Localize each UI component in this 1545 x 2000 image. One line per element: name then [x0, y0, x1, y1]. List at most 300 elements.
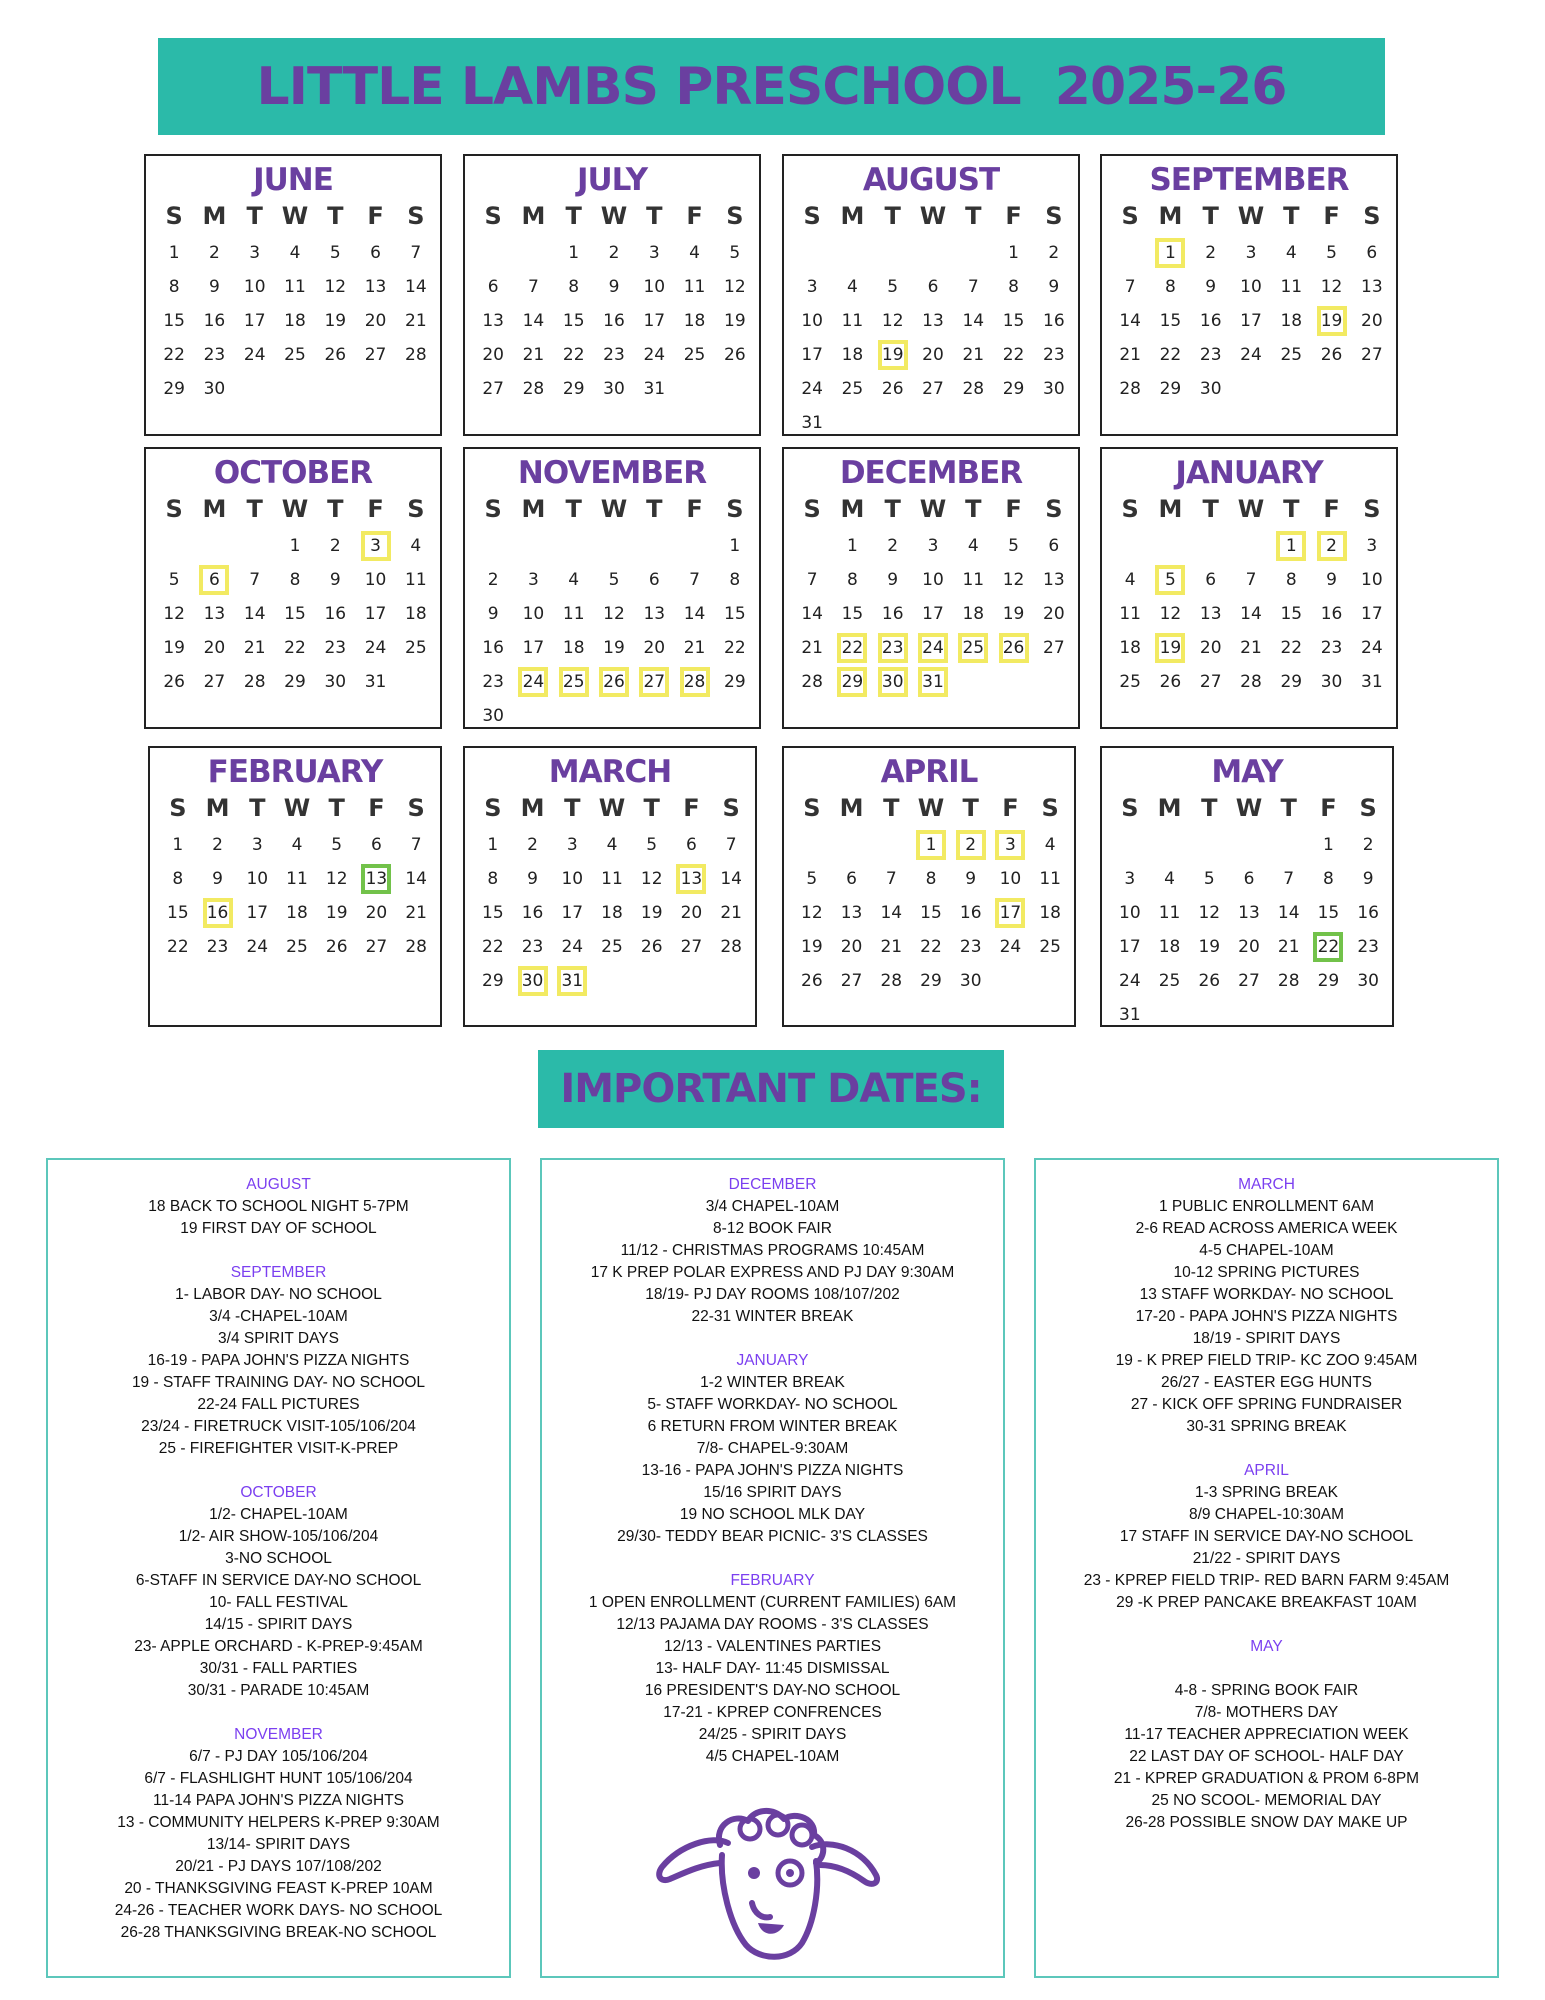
title-banner — [158, 38, 1385, 135]
dates-section-august — [48, 1174, 509, 1240]
calendar-day: 21 — [683, 638, 706, 658]
calendar-day: 8 — [172, 869, 184, 889]
calendar-day: 20 — [680, 903, 703, 923]
calendar-day: 15 — [1317, 903, 1340, 923]
calendar-day-highlighted: 17 — [995, 898, 1025, 928]
calendar-day: 3 — [528, 570, 539, 590]
calendar-day: 16 — [881, 604, 904, 624]
calendar-day: 30 — [324, 672, 347, 692]
section-title: MARCH — [1238, 1176, 1295, 1193]
calendar-day: 30 — [1357, 971, 1379, 991]
calendar-day: 27 — [482, 379, 504, 399]
event-item: 18/19- PJ DAY ROOMS 108/107/202 — [645, 1286, 900, 1303]
weekday-label: S — [722, 794, 740, 822]
dates-section-february — [542, 1570, 1003, 1768]
month-name: DECEMBER — [839, 455, 1023, 491]
calendar-day: 18 — [841, 345, 864, 365]
event-item: 12/13 - VALENTINES PARTIES — [663, 1638, 882, 1655]
event-item: 17 STAFF IN SERVICE DAY-NO SCHOOL — [1119, 1528, 1414, 1545]
weekday-label: T — [565, 202, 582, 230]
event-item: 11-14 PAPA JOHN'S PIZZA NIGHTS — [152, 1792, 405, 1809]
calendar-day: 27 — [1199, 672, 1222, 692]
calendar-day: 13 — [1238, 903, 1260, 923]
section-title: DECEMBER — [728, 1176, 817, 1193]
weekday-label: T — [564, 794, 581, 822]
calendar-day: 4 — [289, 243, 301, 263]
weekday-label: T — [1280, 794, 1297, 822]
calendar-day: 10 — [246, 869, 269, 889]
calendar-day: 4 — [1044, 835, 1056, 855]
calendar-day: 9 — [329, 570, 341, 590]
event-item: 23- APPLE ORCHARD - K-PREP-9:45AM — [134, 1638, 423, 1655]
calendar-day: 28 — [243, 672, 266, 692]
calendar-day: 26 — [1159, 672, 1182, 692]
calendar-day-highlighted: 30 — [518, 966, 548, 996]
weekday-label: T — [565, 495, 582, 523]
calendar-day: 13 — [1199, 604, 1222, 624]
calendar-day: 18 — [562, 638, 585, 658]
calendar-day: 23 — [203, 345, 226, 365]
event-item: 7/8- MOTHERS DAY — [1194, 1704, 1339, 1721]
calendar-day: 15 — [562, 311, 585, 331]
event-item: 3-NO SCHOOL — [225, 1550, 332, 1567]
calendar-day: 12 — [724, 277, 746, 297]
calendar-day: 11 — [284, 277, 306, 297]
event-item: 14/15 - SPIRIT DAYS — [204, 1616, 353, 1633]
calendar-day: 28 — [405, 345, 427, 365]
month-name: NOVEMBER — [517, 455, 707, 491]
weekday-label: W — [283, 794, 311, 822]
calendar-day: 28 — [1119, 379, 1141, 399]
calendar-day: 15 — [163, 311, 185, 331]
section-title: JANUARY — [736, 1352, 809, 1369]
calendar-day: 30 — [1199, 379, 1222, 399]
calendar-day: 18 — [1158, 937, 1181, 957]
weekday-label: T — [328, 794, 345, 822]
calendar-day: 17 — [1361, 604, 1383, 624]
calendar-day: 14 — [1277, 903, 1300, 923]
calendar-day: 12 — [1198, 903, 1221, 923]
section-title: FEBRUARY — [730, 1572, 815, 1589]
event-item: 8-12 BOOK FAIR — [713, 1220, 832, 1237]
calendar-day: 29 — [1159, 379, 1182, 399]
calendar-day: 12 — [163, 604, 185, 624]
weekday-label: S — [803, 794, 821, 822]
calendar-day: 19 — [1198, 937, 1221, 957]
calendar-day-highlighted: 2 — [956, 830, 986, 860]
calendar-day: 7 — [410, 243, 422, 263]
calendar-day: 23 — [1043, 345, 1065, 365]
calendar-day: 18 — [962, 604, 985, 624]
calendar-day: 3 — [1366, 536, 1378, 556]
calendar-day: 19 — [724, 311, 746, 331]
month-september — [1100, 154, 1398, 436]
calendar-day: 22 — [482, 937, 504, 957]
weekday-label: M — [202, 495, 227, 523]
calendar-day: 29 — [1280, 672, 1303, 692]
calendar-day: 4 — [847, 277, 858, 297]
calendar-day: 8 — [1323, 869, 1334, 889]
weekday-label: W — [919, 495, 947, 523]
weekday-label: T — [962, 794, 979, 822]
calendar-day: 2 — [487, 570, 499, 590]
weekday-label: W — [600, 202, 628, 230]
calendar-day: 19 — [325, 903, 348, 923]
calendar-day: 3 — [1245, 243, 1257, 263]
calendar-day: 12 — [325, 869, 348, 889]
calendar-day: 18 — [284, 311, 306, 331]
calendar-day: 10 — [1361, 570, 1383, 590]
calendar-day: 4 — [1124, 570, 1136, 590]
calendar-day: 15 — [284, 604, 306, 624]
calendar-day: 6 — [370, 243, 381, 263]
calendar-day: 16 — [1199, 311, 1222, 331]
calendar-day: 6 — [1366, 243, 1378, 263]
weekday-label: W — [600, 495, 628, 523]
calendar-day: 12 — [1159, 604, 1182, 624]
calendar-day: 27 — [840, 971, 863, 991]
calendar-day: 7 — [885, 869, 897, 889]
calendar-day: 28 — [1277, 971, 1300, 991]
weekday-label: F — [1320, 794, 1337, 822]
calendar-day: 1 — [487, 835, 499, 855]
month-name: JANUARY — [1175, 455, 1323, 491]
weekday-label: T — [1202, 495, 1219, 523]
calendar-day-highlighted: 22 — [1313, 932, 1343, 962]
calendar-day: 10 — [1240, 277, 1262, 297]
calendar-day: 5 — [329, 243, 341, 263]
calendar-day: 8 — [1285, 570, 1297, 590]
calendar-day: 21 — [1277, 937, 1300, 957]
event-item: 11/12 - CHRISTMAS PROGRAMS 10:45AM — [620, 1242, 925, 1259]
event-item: 3/4 -CHAPEL-10AM — [209, 1308, 348, 1325]
weekday-label: S — [407, 495, 425, 523]
calendar-day: 28 — [801, 672, 823, 692]
calendar-day: 30 — [203, 379, 226, 399]
calendar-day: 11 — [1039, 869, 1061, 889]
calendar-day-highlighted: 16 — [203, 898, 233, 928]
event-item: 16 PRESIDENT'S DAY-NO SCHOOL — [644, 1682, 901, 1699]
calendar-day: 12 — [1002, 570, 1025, 590]
calendar-day: 1 — [168, 243, 180, 263]
calendar-day: 19 — [1002, 604, 1025, 624]
calendar-day: 9 — [1205, 277, 1217, 297]
calendar-day: 8 — [289, 570, 301, 590]
calendar-day: 7 — [725, 835, 737, 855]
calendar-day-highlighted: 13 — [361, 864, 391, 894]
calendar-day: 22 — [920, 937, 942, 957]
calendar-day: 29 — [724, 672, 746, 692]
event-item: 30/31 - FALL PARTIES — [199, 1660, 358, 1677]
dates-section-october — [48, 1482, 509, 1702]
calendar-day: 23 — [1199, 345, 1222, 365]
calendar-day: 25 — [601, 937, 623, 957]
calendar-day: 24 — [364, 638, 387, 658]
calendar-day: 7 — [967, 277, 979, 297]
calendar-day: 6 — [487, 277, 499, 297]
calendar-day: 5 — [1326, 243, 1337, 263]
calendar-day: 2 — [1048, 243, 1060, 263]
event-item: 17-21 - KPREP CONFRENCES — [663, 1704, 882, 1721]
section-title: AUGUST — [246, 1176, 311, 1193]
calendar-day: 28 — [405, 937, 427, 957]
calendar-day: 17 — [522, 638, 545, 658]
weekday-label: S — [1045, 495, 1063, 523]
calendar-day: 1 — [1008, 243, 1019, 263]
weekday-label: M — [521, 202, 546, 230]
weekday-label: S — [407, 794, 425, 822]
weekday-label: S — [803, 202, 821, 230]
important-dates-column-1 — [46, 1158, 511, 1978]
event-item: 26-28 POSSIBLE SNOW DAY MAKE UP — [1125, 1814, 1408, 1831]
calendar-day: 2 — [887, 536, 899, 556]
calendar-day: 8 — [925, 869, 937, 889]
calendar-day: 16 — [603, 311, 625, 331]
calendar-day: 20 — [482, 345, 504, 365]
weekday-label: F — [368, 794, 385, 822]
month-name: JUNE — [253, 162, 333, 198]
weekday-label: F — [683, 794, 700, 822]
calendar-day: 3 — [927, 536, 939, 556]
weekday-label: T — [965, 495, 982, 523]
weekday-label: T — [327, 495, 344, 523]
calendar-day: 4 — [1285, 243, 1297, 263]
event-item: 1/2- CHAPEL-10AM — [209, 1506, 348, 1523]
weekday-label: F — [1005, 495, 1022, 523]
calendar-day: 19 — [801, 937, 823, 957]
month-june — [144, 154, 442, 436]
calendar-day: 25 — [1119, 672, 1141, 692]
weekday-label: S — [1363, 495, 1381, 523]
calendar-day: 2 — [1362, 835, 1374, 855]
month-name: APRIL — [880, 754, 978, 790]
calendar-day: 5 — [729, 243, 741, 263]
calendar-day: 4 — [689, 243, 700, 263]
month-march — [463, 746, 757, 1027]
event-item: 17 K PREP POLAR EXPRESS AND PJ DAY 9:30AM — [590, 1264, 955, 1281]
weekday-label: F — [686, 495, 703, 523]
calendar-day: 24 — [1240, 345, 1262, 365]
event-item — [1036, 1658, 1497, 1680]
calendar-day: 3 — [249, 243, 261, 263]
calendar-day: 8 — [168, 277, 180, 297]
calendar-day: 25 — [683, 345, 706, 365]
calendar-day: 21 — [720, 903, 742, 923]
event-item: 6-STAFF IN SERVICE DAY-NO SCHOOL — [135, 1572, 422, 1589]
calendar-day-highlighted: 23 — [878, 633, 908, 663]
weekday-label: S — [1041, 794, 1059, 822]
calendar-day: 22 — [1280, 638, 1303, 658]
event-item: 26/27 - EASTER EGG HUNTS — [1160, 1374, 1373, 1391]
calendar-day: 17 — [246, 903, 269, 923]
calendar-day: 19 — [324, 311, 347, 331]
weekday-label: F — [1005, 202, 1022, 230]
month-august — [782, 154, 1080, 436]
event-item: 6 RETURN FROM WINTER BREAK — [647, 1418, 898, 1435]
calendar-day: 12 — [1320, 277, 1343, 297]
weekday-label: W — [1237, 202, 1265, 230]
event-item: 1-3 SPRING BREAK — [1195, 1484, 1338, 1501]
calendar-day: 14 — [801, 604, 823, 624]
calendar-day: 7 — [410, 835, 422, 855]
calendar-day: 23 — [324, 638, 347, 658]
calendar-day: 23 — [1357, 937, 1379, 957]
month-name: AUGUST — [862, 162, 1000, 198]
calendar-day: 24 — [1361, 638, 1383, 658]
dates-section-december — [542, 1174, 1003, 1328]
calendar-day: 29 — [1002, 379, 1025, 399]
calendar-day-highlighted: 3 — [361, 531, 391, 561]
month-april — [782, 746, 1076, 1027]
event-item: 23/24 - FIRETRUCK VISIT-105/106/204 — [141, 1418, 416, 1435]
event-item: 21 - KPREP GRADUATION & PROM 6-8PM — [1113, 1770, 1420, 1787]
calendar-day: 15 — [1280, 604, 1303, 624]
calendar-day: 7 — [1283, 869, 1295, 889]
calendar-day: 10 — [1119, 903, 1141, 923]
weekday-label: S — [484, 202, 502, 230]
calendar-day: 26 — [1198, 971, 1221, 991]
event-item: 18/19 - SPIRIT DAYS — [1192, 1330, 1341, 1347]
calendar-day: 27 — [364, 345, 387, 365]
calendar-day: 1 — [847, 536, 858, 556]
calendar-day: 7 — [249, 570, 261, 590]
calendar-day-highlighted: 1 — [1155, 238, 1185, 268]
calendar-day: 16 — [521, 903, 544, 923]
calendar-day: 29 — [920, 971, 942, 991]
calendar-day: 2 — [209, 243, 220, 263]
calendar-day-highlighted: 31 — [918, 667, 948, 697]
calendar-day: 11 — [286, 869, 308, 889]
calendar-day: 16 — [1320, 604, 1343, 624]
event-item: 5- STAFF WORKDAY- NO SCHOOL — [647, 1396, 898, 1413]
calendar-day-highlighted: 3 — [995, 830, 1025, 860]
calendar-day: 18 — [683, 311, 706, 331]
calendar-day: 19 — [163, 638, 185, 658]
event-item: 16-19 - PAPA JOHN'S PIZZA NIGHTS — [147, 1352, 410, 1369]
calendar-day: 9 — [527, 869, 538, 889]
calendar-day: 15 — [841, 604, 864, 624]
calendar-day: 18 — [601, 903, 623, 923]
calendar-day: 28 — [1240, 672, 1262, 692]
weekday-label: T — [1283, 495, 1300, 523]
calendar-day: 3 — [1124, 869, 1136, 889]
calendar-day: 26 — [325, 937, 348, 957]
calendar-day: 4 — [410, 536, 422, 556]
calendar-day: 25 — [1280, 345, 1303, 365]
calendar-day-highlighted: 26 — [999, 633, 1029, 663]
calendar-day: 24 — [999, 937, 1022, 957]
calendar-day: 20 — [643, 638, 666, 658]
calendar-day: 6 — [1205, 570, 1217, 590]
calendar-day: 31 — [801, 413, 823, 433]
calendar-day: 7 — [1124, 277, 1136, 297]
calendar-day: 9 — [887, 570, 899, 590]
event-item: 1 PUBLIC ENROLLMENT 6AM — [1158, 1198, 1375, 1215]
calendar-day: 22 — [562, 345, 585, 365]
calendar-day: 25 — [405, 638, 427, 658]
calendar-day: 31 — [1361, 672, 1383, 692]
calendar-day: 28 — [962, 379, 985, 399]
weekday-label: S — [726, 202, 744, 230]
calendar-day: 2 — [527, 835, 538, 855]
calendar-day: 10 — [243, 277, 266, 297]
calendar-day: 26 — [724, 345, 746, 365]
weekday-label: S — [1359, 794, 1377, 822]
event-item: 23 - KPREP FIELD TRIP- RED BARN FARM 9:45AM — [1083, 1572, 1450, 1589]
calendar-day: 15 — [1159, 311, 1182, 331]
event-item: 7/8- CHAPEL-9:30AM — [696, 1440, 849, 1457]
event-item: 29 -K PREP PANCAKE BREAKFAST 10AM — [1116, 1594, 1417, 1611]
month-february — [148, 746, 442, 1027]
calendar-day: 11 — [562, 604, 585, 624]
event-item: 19 - STAFF TRAINING DAY- NO SCHOOL — [131, 1374, 426, 1391]
calendar-day: 6 — [927, 277, 939, 297]
calendar-day: 20 — [840, 937, 863, 957]
calendar-day-highlighted: 19 — [878, 340, 908, 370]
weekday-label: M — [1158, 202, 1183, 230]
calendar-day: 10 — [643, 277, 666, 297]
weekday-label: T — [884, 495, 901, 523]
calendar-day: 21 — [880, 937, 903, 957]
calendar-day: 16 — [1357, 903, 1379, 923]
calendar-day: 4 — [1164, 869, 1175, 889]
calendar-day: 14 — [1119, 311, 1141, 331]
calendar-day: 21 — [962, 345, 985, 365]
weekday-label: S — [803, 495, 821, 523]
event-item: 12/13 PAJAMA DAY ROOMS - 3'S CLASSES — [616, 1616, 929, 1633]
weekday-label: S — [1121, 202, 1139, 230]
weekday-label: S — [407, 202, 425, 230]
calendar-day: 12 — [324, 277, 347, 297]
event-item: 26-28 THANKSGIVING BREAK-NO SCHOOL — [120, 1924, 437, 1941]
event-item: 15/16 SPIRIT DAYS — [703, 1484, 842, 1501]
calendar-day: 11 — [1280, 277, 1303, 297]
weekday-label: W — [598, 794, 626, 822]
calendar-day: 10 — [801, 311, 823, 331]
weekday-label: M — [840, 495, 865, 523]
calendar-day: 31 — [1119, 1005, 1141, 1025]
event-item: 1-2 WINTER BREAK — [700, 1374, 845, 1391]
calendar-day: 23 — [206, 937, 229, 957]
calendar-day: 13 — [364, 277, 387, 297]
calendar-day: 10 — [522, 604, 545, 624]
calendar-day: 25 — [1039, 937, 1061, 957]
calendar-day-highlighted: 24 — [918, 633, 948, 663]
weekday-label: F — [1323, 202, 1340, 230]
calendar-day: 12 — [603, 604, 625, 624]
calendar-day: 6 — [371, 835, 382, 855]
lamb-mascot-icon — [650, 1805, 885, 1965]
event-item: 22-24 FALL PICTURES — [197, 1396, 360, 1413]
calendar-day: 5 — [1008, 536, 1019, 556]
month-name: SEPTEMBER — [1149, 162, 1349, 198]
calendar-day: 9 — [1326, 570, 1337, 590]
calendar-day: 16 — [324, 604, 347, 624]
calendar-day: 15 — [482, 903, 504, 923]
calendar-day: 13 — [203, 604, 226, 624]
important-dates-title: IMPORTANT DATES: — [560, 1066, 982, 1112]
calendar-day: 1 — [1323, 835, 1334, 855]
weekday-label: T — [1283, 202, 1300, 230]
weekday-label: S — [165, 202, 183, 230]
calendar-day: 28 — [880, 971, 903, 991]
calendar-day: 7 — [1245, 570, 1257, 590]
weekday-label: T — [327, 202, 344, 230]
calendar-day: 5 — [806, 869, 818, 889]
calendar-day: 14 — [683, 604, 706, 624]
calendar-day: 3 — [566, 835, 578, 855]
calendar-day: 20 — [1043, 604, 1065, 624]
